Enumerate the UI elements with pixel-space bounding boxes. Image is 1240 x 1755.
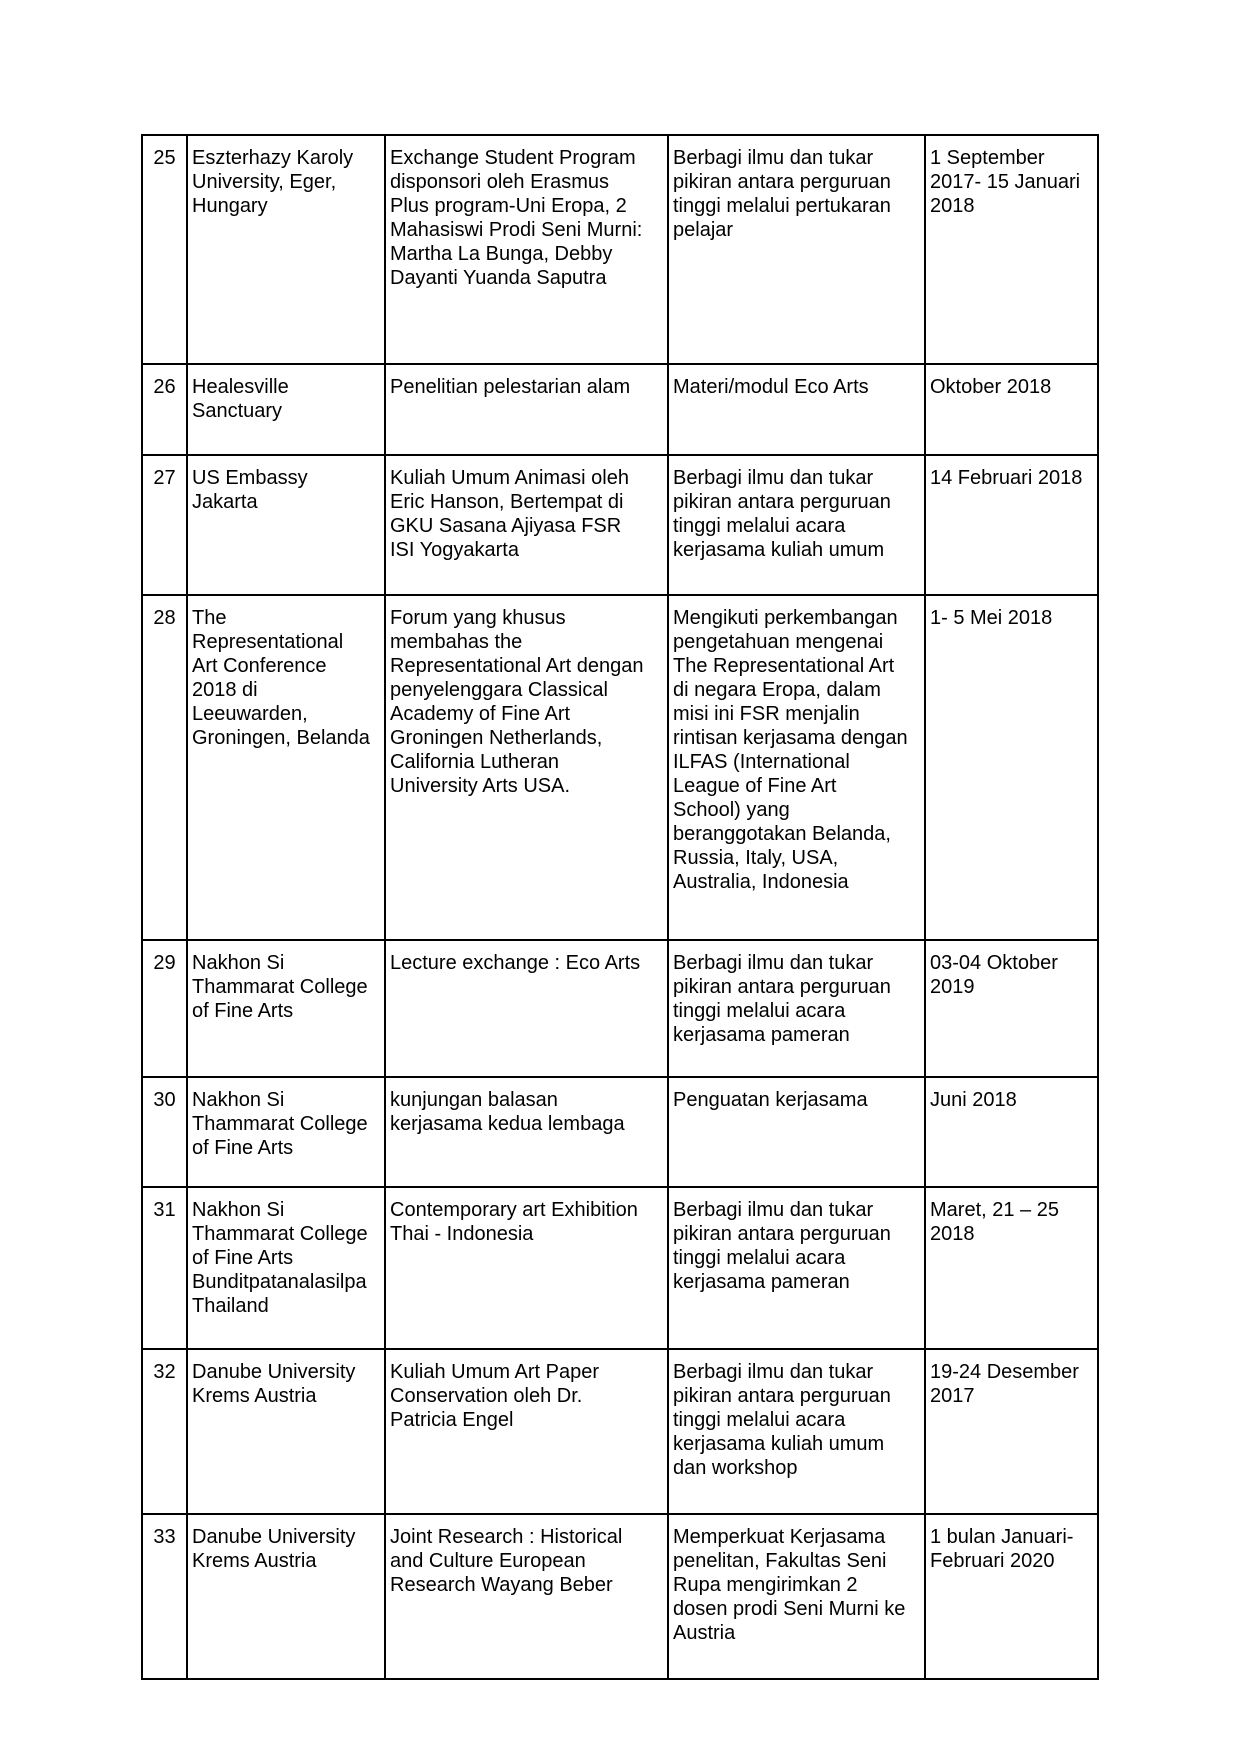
row-number: 29 xyxy=(142,940,187,1077)
partner-cell: Nakhon Si Thammarat College of Fine Arts xyxy=(187,940,385,1077)
date-cell: 19-24 Desember 2017 xyxy=(925,1349,1098,1514)
result-cell: Berbagi ilmu dan tukar pikiran antara perguruan tinggi melalui acara kerjasama kuliah umum dan workshop xyxy=(668,1349,925,1514)
row-number: 33 xyxy=(142,1514,187,1679)
table-row xyxy=(142,1514,1098,1679)
table-row xyxy=(142,135,1098,364)
table-row xyxy=(142,1349,1098,1514)
activity-cell: Joint Research : Historical and Culture European Research Wayang Beber xyxy=(385,1514,668,1679)
table-row xyxy=(142,595,1098,940)
table-row xyxy=(142,1187,1098,1349)
date-cell: 1- 5 Mei 2018 xyxy=(925,595,1098,940)
partner-cell: Danube University Krems Austria xyxy=(187,1349,385,1514)
result-cell: Mengikuti perkembangan pengetahuan mengenai The Representational Art di negara Eropa, dalam misi ini FSR menjalin rintisan kerjasama dengan ILFAS (International League of Fine Art School) yang beranggotakan Belanda, Russia, Italy, USA, Australia, Indonesia xyxy=(668,595,925,940)
activity-cell: Kuliah Umum Art Paper Conservation oleh Dr. Patricia Engel xyxy=(385,1349,668,1514)
cooperation-table xyxy=(141,134,1099,1680)
partner-cell: Nakhon Si Thammarat College of Fine Arts Bunditpatanalasilpa Thailand xyxy=(187,1187,385,1349)
activity-cell: Forum yang khusus membahas the Representational Art dengan penyelenggara Classical Academy of Fine Art Groningen Netherlands, California Lutheran University Arts USA. xyxy=(385,595,668,940)
partner-cell: Healesville Sanctuary xyxy=(187,364,385,455)
table-row xyxy=(142,455,1098,595)
date-cell: 1 bulan Januari- Februari 2020 xyxy=(925,1514,1098,1679)
row-number: 32 xyxy=(142,1349,187,1514)
result-cell: Berbagi ilmu dan tukar pikiran antara perguruan tinggi melalui acara kerjasama pameran xyxy=(668,1187,925,1349)
row-number: 30 xyxy=(142,1077,187,1187)
date-cell: Maret, 21 – 25 2018 xyxy=(925,1187,1098,1349)
result-cell: Penguatan kerjasama xyxy=(668,1077,925,1187)
table-row xyxy=(142,940,1098,1077)
date-cell: Juni 2018 xyxy=(925,1077,1098,1187)
result-cell: Memperkuat Kerjasama penelitan, Fakultas Seni Rupa mengirimkan 2 dosen prodi Seni Murni ke Austria xyxy=(668,1514,925,1679)
date-cell: Oktober 2018 xyxy=(925,364,1098,455)
date-cell: 03-04 Oktober 2019 xyxy=(925,940,1098,1077)
result-cell: Berbagi ilmu dan tukar pikiran antara perguruan tinggi melalui acara kerjasama kuliah umum xyxy=(668,455,925,595)
table-row xyxy=(142,1077,1098,1187)
activity-cell: kunjungan balasan kerjasama kedua lembaga xyxy=(385,1077,668,1187)
table-row xyxy=(142,364,1098,455)
activity-cell: Kuliah Umum Animasi oleh Eric Hanson, Bertempat di GKU Sasana Ajiyasa FSR ISI Yogyakarta xyxy=(385,455,668,595)
row-number: 28 xyxy=(142,595,187,940)
partner-cell: Danube University Krems Austria xyxy=(187,1514,385,1679)
result-cell: Berbagi ilmu dan tukar pikiran antara perguruan tinggi melalui pertukaran pelajar xyxy=(668,135,925,364)
row-number: 31 xyxy=(142,1187,187,1349)
activity-cell: Contemporary art Exhibition Thai - Indonesia xyxy=(385,1187,668,1349)
partner-cell: Eszterhazy Karoly University, Eger, Hungary xyxy=(187,135,385,364)
partner-cell: US Embassy Jakarta xyxy=(187,455,385,595)
date-cell: 1 September 2017- 15 Januari 2018 xyxy=(925,135,1098,364)
result-cell: Berbagi ilmu dan tukar pikiran antara perguruan tinggi melalui acara kerjasama pameran xyxy=(668,940,925,1077)
activity-cell: Penelitian pelestarian alam xyxy=(385,364,668,455)
row-number: 25 xyxy=(142,135,187,364)
result-cell: Materi/modul Eco Arts xyxy=(668,364,925,455)
activity-cell: Exchange Student Program disponsori oleh Erasmus Plus program-Uni Eropa, 2 Mahasiswi Prodi Seni Murni: Martha La Bunga, Debby Dayanti Yuanda Saputra xyxy=(385,135,668,364)
date-cell: 14 Februari 2018 xyxy=(925,455,1098,595)
partner-cell: The Representational Art Conference 2018 di Leeuwarden, Groningen, Belanda xyxy=(187,595,385,940)
row-number: 26 xyxy=(142,364,187,455)
row-number: 27 xyxy=(142,455,187,595)
partner-cell: Nakhon Si Thammarat College of Fine Arts xyxy=(187,1077,385,1187)
activity-cell: Lecture exchange : Eco Arts xyxy=(385,940,668,1077)
